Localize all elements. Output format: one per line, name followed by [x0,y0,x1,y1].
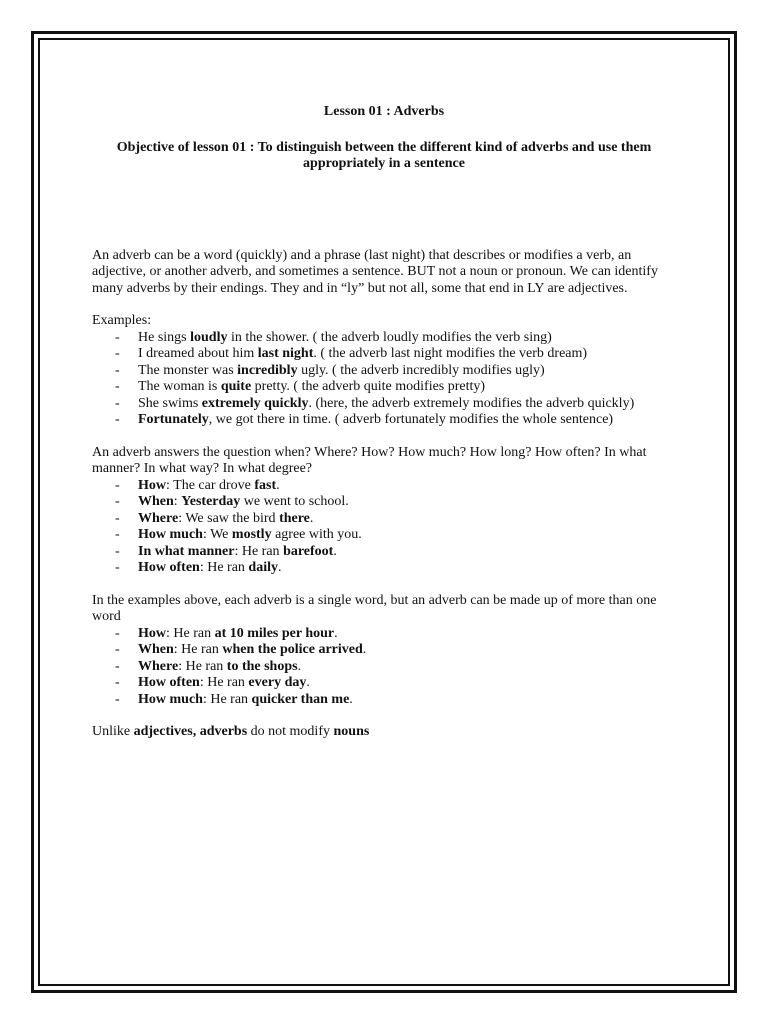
list-item: - How often: He ran daily. [92,560,676,577]
list-item: - The monster was incredibly ugly. ( the adverb incredibly modifies ugly) [92,363,676,380]
list-item: - How much: We mostly agree with you. [92,527,676,544]
list-item: - Where: We saw the bird there. [92,511,676,528]
list-item: - How often: He ran every day. [92,675,676,692]
list-item: - She swims extremely quickly. (here, the adverb extremely modifies the adverb quickly) [92,396,676,413]
list-item: - How much: He ran quicker than me. [92,692,676,709]
list-item: - How: He ran at 10 miles per hour. [92,626,676,643]
list-item: - He sings loudly in the shower. ( the adverb loudly modifies the verb sing) [92,330,676,347]
questions-paragraph: An adverb answers the question when? Where? How? How much? How long? How often? In what manner? In what way? In what degree? [92,444,647,476]
list-item: - How: The car drove fast. [92,478,676,495]
questions-list [92,478,676,577]
list-item: - When: He ran when the police arrived. [92,642,676,659]
phrases-list [92,626,676,709]
list-item: - When: Yesterday we went to school. [92,494,676,511]
list-item: - The woman is quite pretty. ( the adverb quite modifies pretty) [92,379,676,396]
list-item: - Fortunately, we got there in time. ( adverb fortunately modifies the whole sentence) [92,412,676,429]
examples-label: Examples: [92,313,152,328]
document-body [92,104,676,757]
list-item: - In what manner: He ran barefoot. [92,544,676,561]
intro-paragraph: An adverb can be a word (quickly) and a phrase (last night) that describes or modifies a verb, an adjective, or another adverb, and sometimes a sentence. BUT not a noun or pronoun. We can identify many adverbs by their endings. They and in “ly” but not all, some that end in LY are adjectives. [92,247,658,296]
lesson-title: Lesson 01 : Adverbs [323,104,445,119]
list-item: - Where: He ran to the shops. [92,659,676,676]
list-item: - I dreamed about him last night. ( the adverb last night modifies the verb dream) [92,346,676,363]
phrases-paragraph: In the examples above, each adverb is a single word, but an adverb can be made up of more than one word [92,592,657,624]
closing-paragraph: Unlike adjectives, adverbs do not modify nouns [92,724,370,739]
lesson-objective: Objective of lesson 01 : To distinguish between the different kind of adverbs and use them appropriately in a sentence [116,139,652,171]
examples-list [92,330,676,429]
